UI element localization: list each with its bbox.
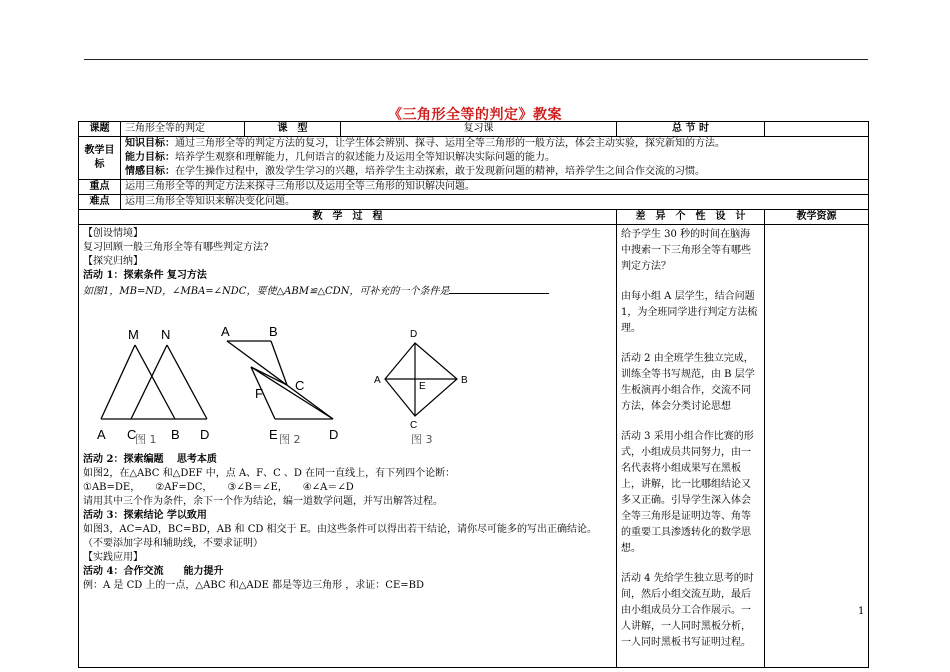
answer-blank — [449, 283, 549, 294]
fig2-label-f: F — [255, 386, 263, 401]
objective-emotion-text: 在学生操作过程中，激发学生学习的兴趣，培养学生主动探索，敢于发现新问题的精神，培养学生之间合作交流的习惯。 — [175, 166, 705, 177]
fig2-label-a: A — [221, 324, 230, 339]
objective-ability-label: 能力目标： — [125, 152, 175, 163]
key-point-row — [79, 180, 869, 195]
fig3-label-b: B — [461, 375, 468, 386]
lesson-plan-table — [78, 121, 869, 668]
topic-value: 三角形全等的判定 — [121, 122, 245, 137]
objective-ability — [125, 151, 864, 165]
differences-column-header: 差 异 个 性 设 计 — [617, 210, 765, 225]
fig1-label-b: B — [171, 427, 180, 442]
objective-emotion-label: 情感目标： — [125, 166, 175, 177]
objective-knowledge-label: 知识目标： — [125, 138, 175, 149]
difficulty-text: 运用三角形全等知识来解决变化问题。 — [121, 195, 869, 210]
page-number: 1 — [858, 606, 865, 617]
activity1-title: 活动 1：探索条件 复习方法 — [83, 270, 207, 281]
fig1-label-a: A — [97, 427, 106, 442]
practice-heading: 【实践应用】 — [83, 552, 143, 563]
objective-knowledge — [125, 137, 864, 151]
fig1-label-c: C — [127, 427, 137, 442]
column-header-row — [79, 210, 869, 225]
key-point-text: 运用三角形全等的判定方法来探寻三角形以及运用全等三角形的知识解决问题。 — [121, 180, 869, 195]
objective-knowledge-text: 通过三角形全等的判定方法的复习，让学生体会辨别、探寻、运用全等三角形的一般方法，体会主动实验，探究新知的方法。 — [175, 138, 725, 149]
header-rule — [84, 59, 868, 60]
differences-content — [617, 225, 765, 668]
fig3-label-d: D — [410, 329, 418, 340]
resources-content — [765, 225, 869, 668]
figure-1-caption: 图 1 — [135, 433, 157, 446]
figure-3 — [385, 343, 457, 416]
figure-1 — [101, 345, 207, 419]
process-content — [79, 225, 617, 668]
fig1-label-m: M — [128, 327, 139, 342]
activity2-task: 请用其中三个作为条件，余下一个作为结论，编一道数学问题，并写出解答过程。 — [83, 496, 443, 507]
difficulty-label: 难点 — [79, 195, 121, 210]
topic-label: 课题 — [79, 122, 121, 137]
type-label: 课 型 — [245, 122, 341, 137]
situation-heading: 【创设情境】 — [83, 228, 143, 239]
fig3-label-a: A — [374, 375, 381, 386]
type-value: 复习课 — [341, 122, 617, 137]
fig2-label-e: E — [269, 427, 278, 442]
header-row — [79, 122, 869, 137]
activity4-text: 例：A 是 CD 上的一点，△ABC 和△ADE 都是等边三角形 ，求证：CE=BD — [83, 580, 424, 591]
objectives-row — [79, 137, 869, 180]
figures — [83, 303, 612, 453]
activity1-text: 如图1，MB=ND，∠MBA=∠NDC，要使△ABM≌△CDN，可补充的一个条件是 — [83, 286, 450, 297]
objective-emotion — [125, 165, 864, 179]
difficulty-row — [79, 195, 869, 210]
fig1-label-d: D — [200, 427, 210, 442]
content-row — [79, 225, 869, 668]
activity2-text: 如图2，在△ABC 和△DEF 中，点 A、F、C 、D 在同一直线上，有下列四个论断： — [83, 468, 456, 479]
fig2-label-b: B — [269, 324, 278, 339]
fig1-label-n: N — [161, 327, 171, 342]
difference-item: 活动 2 由全班学生独立完成，训练全等书写规范，由 B 层学生板演再小组合作，交流不同方法，体会分类讨论思想 — [621, 353, 755, 412]
explore-heading: 【探究归纳】 — [83, 256, 143, 267]
fig3-label-e: E — [419, 381, 426, 392]
activity4-title: 活动 4：合作交流 能力提升 — [83, 566, 224, 577]
activity2-title: 活动 2：探索编题 思考本质 — [83, 454, 217, 465]
objectives-content — [121, 137, 869, 180]
activity1-line — [83, 283, 612, 299]
fig2-label-c: C — [295, 378, 305, 393]
objectives-label: 教学目标 — [79, 137, 121, 180]
situation-text: 复习回顾一般三角形全等有哪些判定方法? — [83, 242, 269, 253]
difference-item: 由每小组 A 层学生，结合问题 1，为全班同学进行判定方法梳理。 — [621, 291, 758, 334]
figure-2 — [227, 341, 333, 419]
fig3-label-c: C — [410, 420, 418, 431]
hours-value — [765, 122, 869, 137]
activity3-text: 如图3，AC=AD，BC=BD，AB 和 CD 相交于 E。由这些条件可以得出若干结论，请你尽可能多的写出正确结论。（不要添加字母和辅助线，不要求证明） — [83, 524, 598, 549]
key-point-label: 重点 — [79, 180, 121, 195]
difference-item: 活动 4 先给学生独立思考的时间，然后小组交流互助，最后由小组成员分工合作展示。一人讲解，一人同时黑板分析，一人同时黑板书写证明过程。 — [621, 573, 754, 648]
fig2-label-d: D — [329, 427, 339, 442]
document-title: 《三角形全等的判定》教案 — [388, 107, 562, 123]
difference-item: 给予学生 30 秒的时间在脑海中搜索一下三角形全等有哪些判定方法？ — [621, 229, 751, 272]
objective-ability-text: 培养学生观察和理解能力，几何语言的叙述能力及运用全等知识解决实际问题的能力。 — [175, 152, 555, 163]
activity2-conditions: ①AB=DE， ②AF=DC， ③∠B＝∠E， ④∠A＝∠D — [83, 482, 354, 493]
resources-column-header: 教学资源 — [765, 210, 869, 225]
activity3-title: 活动 3：探索结论 学以致用 — [83, 510, 207, 521]
figures-svg — [83, 303, 583, 453]
process-column-header: 教 学 过 程 — [79, 210, 617, 225]
figure-2-caption: 图 2 — [279, 433, 301, 446]
figure-3-caption: 图 3 — [411, 433, 433, 446]
hours-label: 总 节 时 — [617, 122, 765, 137]
difference-item: 活动 3 采用小组合作比赛的形式，小组成员共同努力，由一名代表将小组成果写在黑板上，讲解，比一比哪组结论又多又正确。引导学生深入体会全等三角形是证明边等、角等的重要工具渗透转化的数学思想。 — [621, 431, 754, 554]
